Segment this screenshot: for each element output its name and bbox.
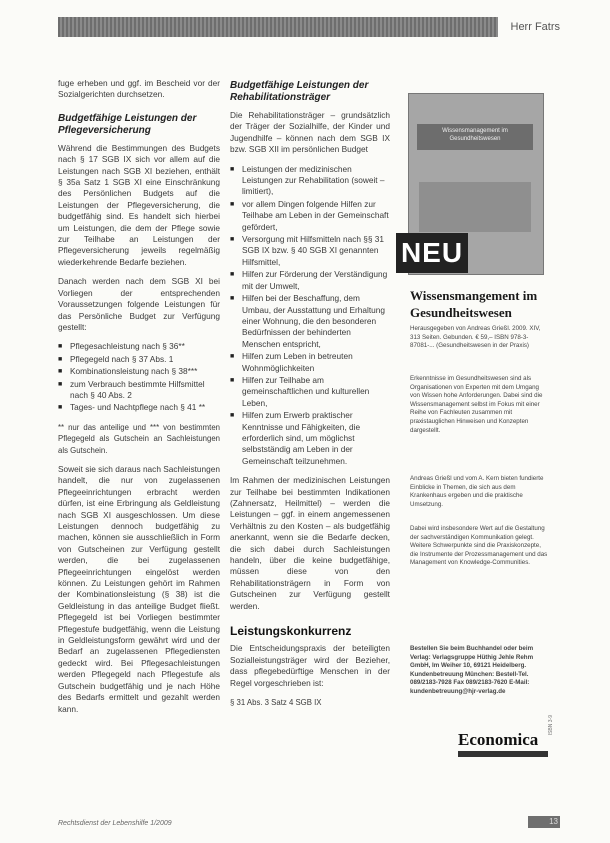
paragraph: Die Rehabilitationsträger – grundsätzlich der Träger der Sozialhilfe, der Kinder und Jugendhilfe – können nach dem SGB IX bzw. SGB XII im persönlichen Budget (230, 110, 390, 155)
page-number: 13 (528, 816, 560, 828)
running-head: Herr Fatrs (510, 21, 560, 33)
list-item: ■ Hilfen zum Erwerb praktischer Kenntnisse und Fähigkeiten, die erforderlich sind, um möglichst selbstständig am Leben in der Gemeinschaft teilzunehmen. (230, 410, 390, 467)
ad-title: Wissensmangement im Gesundheitswesen (410, 288, 538, 320)
paragraph: Danach werden nach dem SGB XI bei Vorliegen der entsprechenden Voraussetzungen folgende Leistungen für das Persönliche Budget zur Verfügung gestellt: (58, 276, 220, 332)
paragraph: Im Rahmen der medizinischen Leistungen zur Teilhabe bei bestimmten Indikationen (Zahnersatz, Heilmittel) – werden die Leistungen – ggf. in einem angemessenen Verhältnis zu den Kosten – als budgetfähig anerkannt, wenn sie die Bedarfe decken, die sich dabei durch Sachleistungen handeln, über die keine budgetfähige, müssen diese von den Rehabilitationsträgern in Form von Gutscheinen zur Verfügung gestellt werden. (230, 475, 390, 611)
list-item: ■ Tages- und Nachtpflege nach § 41 ** (58, 402, 220, 413)
benefit-list (230, 164, 390, 468)
section-heading: Leistungskonkurrenz (230, 624, 352, 639)
paragraph: Soweit sie sich daraus nach Sachleistungen handelt, die nur von zugelassenen Pflegeeinrichtungen erbracht werden dürfen, ist eine Erbringung als Geldleistung nach SGB XI ausgeschlossen. Um diese Leistungen dennoch budgetfähig zu machen, können sie ausschließlich in Form von Gutscheinen zur Verfügung gestellt werden, die bei zugelassenen Pflegeeinrichtungen eingelöst werden können. Zu Leistungen gehört im Rahmen der Kombinationsleistung (§ 38) ist die Geldleistung in das anteilige Budget fließt. Pflegegeld ist bei Vorliegen bestimmter Pflegestufe budgetfähig, wenn die Leistung in Geldleistungsform gewährt wird und der Bedarf an zugelassenen Pflegediensten gedeckt wird. Bei Pflegesachleistungen werden Pflegegeld nach Pflegestufe als Gutschein budgetfähig und je nach Höhe des Bedarfs ermittelt und gezahlt werden kann. (58, 463, 220, 714)
publisher-logo: Economica (458, 730, 539, 749)
intro-text: fuge erheben und ggf. im Bescheid vor der Sozialgerichten durchsetzen. (58, 78, 220, 100)
middle-column (230, 68, 390, 717)
logo-bar (458, 751, 548, 757)
footnote: ** nur das anteilige und *** von bestimmten Pflegegeld als Gutschein an Sachleistungen als Gutschein. (58, 422, 220, 455)
list-item: ■ Kombinationsleistung nach § 38*** (58, 366, 220, 377)
list-item: ■ Hilfen zur Teilhabe am gemeinschaftlichen und kulturellen Leben, (230, 375, 390, 409)
header-bar (58, 17, 498, 37)
new-badge: NEU (396, 233, 468, 273)
list-item: ■ zum Verbrauch bestimmte Hilfsmittel nach § 40 Abs. 2 (58, 379, 220, 402)
list-item: ■ Leistungen der medizinischen Leistungen zur Rehabilitation (soweit – limitiert), (230, 164, 390, 198)
ad-description: Erkenntnisse im Gesundheitswesen sind als Organisationen von Experten mit dem Umgang von Wissen hohe Anforderungen. Dabei sind die Wissensmanagement selbst im Fokus mit einer Reihe von Fachleuten zusammen mit praxistauglichen Hinweisen und Konzepten dargestellt. (410, 375, 543, 434)
ad-meta: Herausgegeben von Andreas Grießl. 2009. XIV, 313 Seiten. Gebunden. € 59,– ISBN 978-3-87081-... (Gesundheitswesen in der Praxis) (410, 325, 541, 350)
ad-order-info: Bestellen Sie beim Buchhandel oder beim Verlag: Verlagsgruppe Hüthig Jehle Rehm GmbH, Im Weiher 10, 69121 Heidelberg. Kundenbetreuung München: Bestell-Tel. 089/2183-7928 Fax 089/2183-7620 E-Mail: kundenbetreuung@hjr-verlag.de (410, 645, 534, 695)
list-item: ■ Pflegesachleistung nach § 36** (58, 341, 220, 352)
list-item: ■ Hilfen zur Förderung der Verständigung mit der Umwelt, (230, 269, 390, 292)
book-cover-image (419, 182, 531, 232)
isbn-code: ISBN 3-9 (548, 715, 554, 736)
book-cover-title: Wissensmanagement im Gesundheitswesen (417, 124, 533, 150)
section-heading: Budgetfähige Leistungen der Pflegeversicherung (58, 112, 197, 136)
paragraph: Die Entscheidungspraxis der beteiligten Sozialleistungsträger wird der Bezieher, dass pflegebedürftige Menschen in der Regel vorgeschrieben ist: (230, 643, 390, 688)
list-item: ■ Hilfen zum Leben in betreuten Wohnmöglichkeiten (230, 351, 390, 374)
list-item: ■ Hilfen bei der Beschaffung, dem Umbau, der Ausstattung und Erhaltung einer Wohnung, die den besonderen Bedürfnissen der behinderten Menschen entspricht, (230, 293, 390, 350)
book-advertisement (398, 75, 558, 835)
section-heading: Budgetfähige Leistungen der Rehabilitationsträger (230, 80, 369, 103)
list-item: ■ vor allem Dingen folgende Hilfen zur Teilhabe am Leben in der Gemeinschaft gefördert, (230, 199, 390, 233)
list-item: ■ Pflegegeld nach § 37 Abs. 1 (58, 354, 220, 365)
journal-footer: Rechtsdienst der Lebenshilfe 1/2009 (58, 820, 172, 827)
paragraph: Während die Bestimmungen des Budgets nach § 17 SGB IX sich vor allem auf die Leistungen nach SGB XI beziehen, enthält § 35a Satz 1 SGB XI eine Einschränkung des Persönlichen Budgets auf die Leistungen der Pflegeversicherung, die budgetfähig sind. Es handelt sich hierbei um Leistungen, die dem der Pflege sowie zur Teilhabe an Leistungen der Pflegeversicherung jeweils regelmäßig wiederkehrende Bedarfe beziehen. (58, 142, 220, 267)
list-item: ■ Versorgung mit Hilfsmitteln nach §§ 31 SGB IX bzw. § 40 SGB XI genannten Hilfsmittel, (230, 234, 390, 268)
benefit-list (58, 341, 220, 413)
ad-description: Dabei wird insbesondere Wert auf die Gestaltung der sachverständigen Kommunikation gelegt. Weitere Schwerpunkte sind die Praxiskonzepte, die Instrumente der Prozessmanagement und das Management von Knowledge-Communities. (410, 525, 548, 567)
reference: § 31 Abs. 3 Satz 4 SGB IX (230, 698, 322, 708)
ad-description: Andreas Grießl und vom A. Kern bieten fundierte Einblicke in Themen, die sich aus dem Krankenhaus ergeben und die praktische Umsetzung. (410, 475, 544, 508)
left-column (58, 78, 220, 723)
